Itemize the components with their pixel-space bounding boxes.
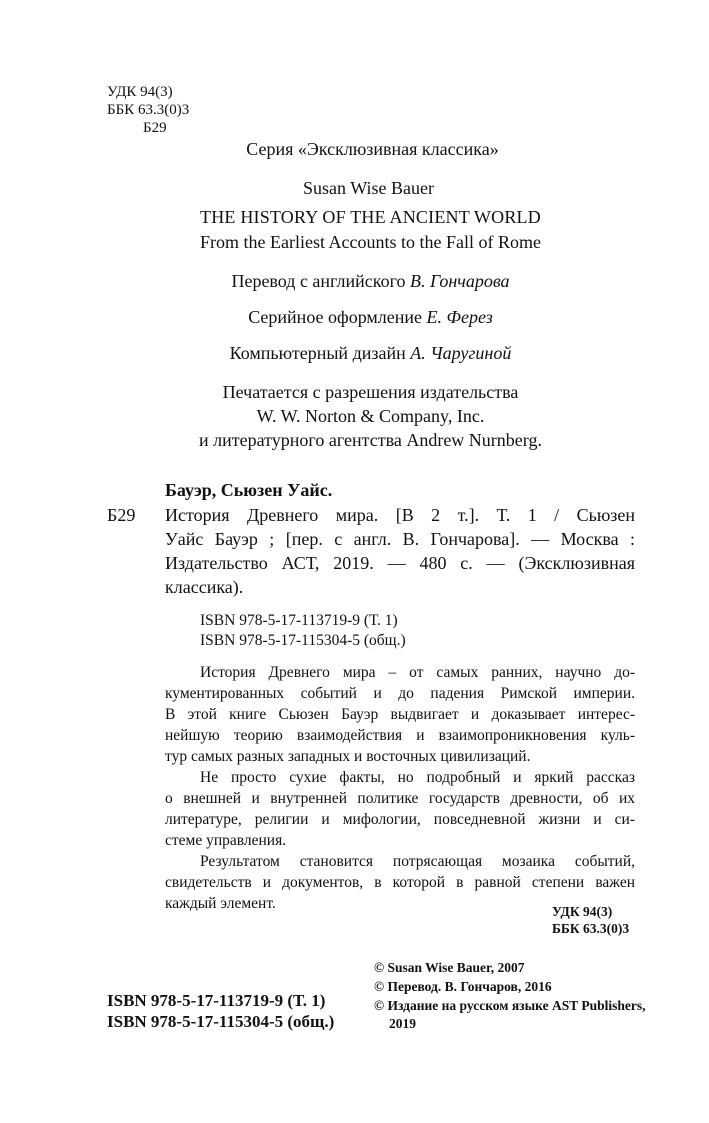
permission-line-3: и литературного агентства Andrew Nurnberg. [199,430,542,450]
annotation-line: литературе, религии и мифологии, повседневной жизни и си- [165,811,635,828]
annotation-line: тур самых разных западных и восточных цивилизаций. [165,748,531,765]
annotation-line: нейшую теорию взаимодействия и взаимопроникновения куль- [165,727,635,744]
original-author: Susan Wise Bauer [303,178,434,198]
footer-bbk-code: ББК 63.3(0)3 [552,921,630,936]
bib-description-line: История Древнего мира. [В 2 т.]. Т. 1 / Сьюзен [165,505,635,525]
computer-design-credit [16,343,709,364]
series-designer-name: Е. Ферез [426,307,493,327]
copyright-line: © Издание на русском языке AST Publishers, [374,998,646,1013]
udk-code: УДК 94(3) [107,84,173,100]
bbk-code: ББК 63.3(0)3 [107,102,190,118]
copyright-line: © Перевод. В. Гончаров, 2016 [374,979,552,994]
annotation-line: каждый элемент. [165,895,276,912]
bib-isbn-line: ISBN 978-5-17-115304-5 (общ.) [200,632,406,649]
bib-description-line: Уайс Бауэр ; [пер. с англ. В. Гончарова]. — Москва : [165,529,635,549]
bib-description-line: Издательство АСТ, 2019. — 480 с. — (Эксклюзивная [165,553,635,573]
annotation-line: История Древнего мира – от самых ранних, научно до- [200,664,635,681]
original-subtitle: From the Earliest Accounts to the Fall of Rome [200,232,541,252]
series-design-credit [16,307,709,328]
bib-author-mark: Б29 [107,505,136,525]
annotation-line: кументированных событий и до падения Римской империи. [165,685,635,702]
annotation-line: В этой книге Сьюзен Бауэр выдвигает и доказывает интерес- [165,706,635,723]
original-title: THE HISTORY OF THE ANCIENT WORLD [200,207,541,227]
copyright-line: © Susan Wise Bauer, 2007 [374,960,525,975]
copyright-line: 2019 [389,1016,416,1031]
footer-isbn-line: ISBN 978-5-17-115304-5 (общ.) [107,1012,335,1031]
translation-credit [16,271,709,292]
computer-design-label: Компьютерный дизайн [229,343,406,363]
permission-line-1: Печатается с разрешения издательства [222,382,519,402]
annotation-line: Результатом становится потрясающая мозаика событий, [200,853,635,870]
bib-description-line: классика). [165,577,244,597]
bib-isbn-line: ISBN 978-5-17-113719-9 (Т. 1) [200,612,398,629]
bib-author-heading: Бауэр, Сьюзен Уайс. [165,480,333,500]
annotation-line: стеме управления. [165,832,287,849]
permission-line-2: W. W. Norton & Company, Inc. [256,406,485,426]
series-design-label: Серийное оформление [248,307,423,327]
author-mark: Б29 [143,120,167,136]
translation-label: Перевод с английского [231,271,406,291]
series-title: Серия «Эксклюзивная классика» [246,139,499,159]
translator-name: В. Гончарова [410,271,510,291]
annotation-line: Не просто сухие факты, но подробный и яркий рассказ [200,769,635,786]
footer-isbn-line: ISBN 978-5-17-113719-9 (Т. 1) [107,991,326,1010]
annotation-line: свидетельств и документов, в которой в равной степени важен [165,874,635,891]
computer-designer-name: А. Чаругиной [410,343,512,363]
footer-udk-code: УДК 94(3) [552,904,613,919]
annotation-line: о внешней и внутренней политике государств древности, об их [165,790,635,807]
